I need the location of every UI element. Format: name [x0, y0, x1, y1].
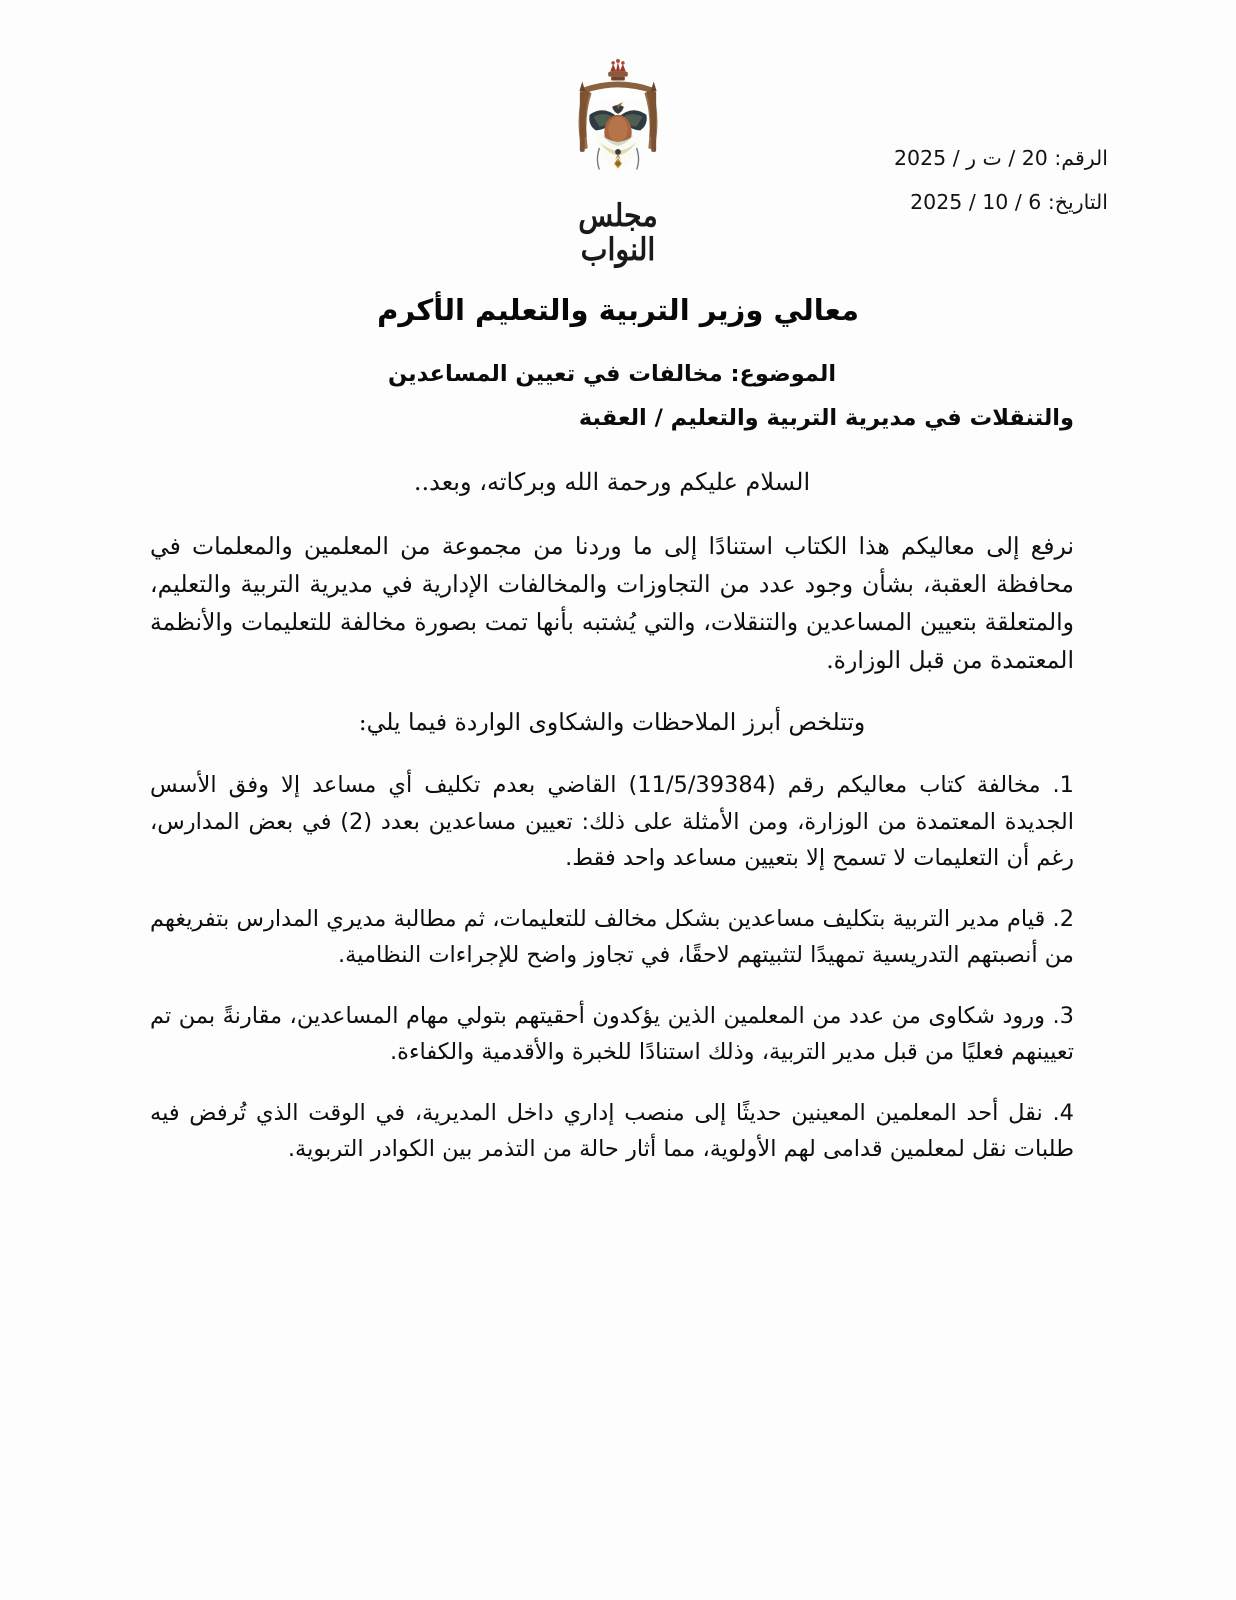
letter-number-label: الرقم: [1054, 146, 1108, 170]
letterhead [0, 0, 1236, 275]
intro-paragraph: نرفع إلى معاليكم هذا الكتاب استنادًا إلى ما وردنا من مجموعة من المعلمين والمعلمات في محافظة العقبة، بشأن وجود عدد من التجاوزات والمخالفات الإدارية في مديرية التربية والتعليم، والمتعلقة بتعيين المساعدين والتنقلات، والتي يُشتبه بأنها تمت بصورة مخالفة للتعليمات والأنظمة المعتمدة من قبل الوزارة. [150, 532, 1074, 675]
list-item [150, 998, 1074, 1071]
list-item [150, 767, 1074, 876]
list-item [150, 1095, 1074, 1168]
subject-line-1: الموضوع: مخالفات في تعيين المساعدين [387, 361, 837, 387]
jordan-coat-of-arms-icon [553, 58, 683, 193]
list-item-number: 1. [1052, 772, 1074, 799]
list-item [150, 901, 1074, 974]
letter-date-label: التاريخ: [1047, 190, 1108, 214]
letter-meta [894, 136, 1108, 224]
letter-number-value: 20 / ت ر / 2025 [894, 146, 1048, 170]
letterhead-emblem-block [533, 58, 703, 267]
addressee-title: معالي وزير التربية والتعليم الأكرم [377, 293, 859, 327]
list-item-text: ورود شكاوى من عدد من المعلمين الذين يؤكدون أحقيتهم بتولي مهام المساعدين، مقارنةً بمن تم تعيينهم فعليًا من قبل مدير التربية، وذلك استنادًا للخبرة والأقدمية والكفاءة. [150, 1002, 1074, 1066]
subject-line-2: والتنقلات في مديرية التربية والتعليم / العقبة [578, 404, 1074, 431]
council-name: مجلس النواب [578, 198, 658, 269]
letter-number-row [894, 136, 1108, 180]
letter-date-value: 6 / 10 / 2025 [910, 190, 1042, 214]
summary-lead-paragraph: وتتلخص أبرز الملاحظات والشكاوى الواردة فيما يلي: [358, 708, 866, 737]
letter-body [0, 527, 1236, 1167]
list-item-number: 3. [1052, 1002, 1074, 1029]
list-item-text: نقل أحد المعلمين المعينين حديثًا إلى منصب إداري داخل المديرية، في الوقت الذي تُرفض فيه طلبات نقل لمعلمين قدامى لهم الأولوية، مما أثار حالة من التذمر بين الكوادر التربوية. [150, 1099, 1074, 1162]
list-item-text: مخالفة كتاب معاليكم رقم (11/5/39384) القاضي بعدم تكليف أي مساعد إلا وفق الأسس الجديدة المعتمدة من الوزارة، ومن الأمثلة على ذلك: تعيين مساعدين بعدد (2) في بعض المدارس، رغم أن التعليمات لا تسمح إلا بتعيين مساعد واحد فقط. [150, 772, 1075, 872]
list-item-number: 2. [1052, 905, 1075, 932]
list-item-text: قيام مدير التربية بتكليف مساعدين بشكل مخالف للتعليمات، ثم مطالبة مديري المدارس بتفريغهم من أنصبتهم التدريسية تمهيدًا لتثبيتهم لاحقًا، في تجاوز واضح للإجراءات النظامية. [150, 905, 1074, 969]
letter-date-row [894, 180, 1108, 224]
list-item-number: 4. [1052, 1099, 1074, 1126]
complaint-list [150, 767, 1074, 1167]
greeting-line: السلام عليكم ورحمة الله وبركاته، وبعد.. [413, 467, 811, 496]
subject-block [0, 353, 1236, 441]
